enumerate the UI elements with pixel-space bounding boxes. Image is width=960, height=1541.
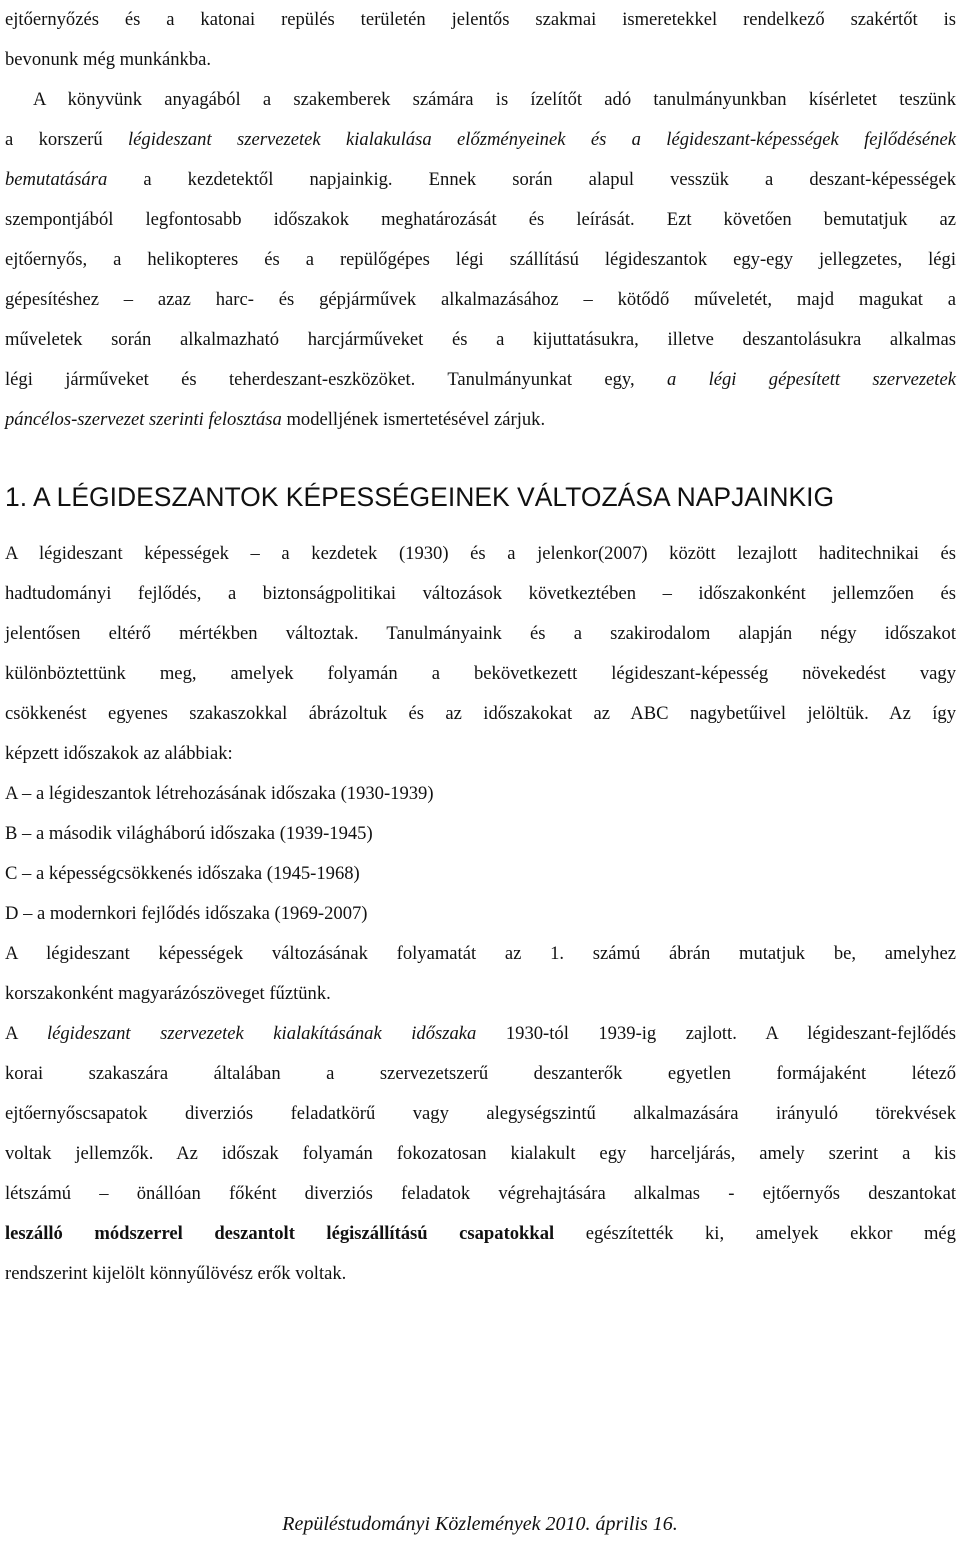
text-line: voltak jellemzők. Az időszak folyamán fokozatosan kialakult egy harceljárás, amely szerint a kis <box>5 1143 956 1164</box>
italic-phrase: légideszant szervezetek kialakításának időszaka <box>46 1023 477 1044</box>
text-line <box>5 120 956 160</box>
period-item-d: D – a modernkori fejlődés időszaka (1969-2007) <box>5 903 368 924</box>
text-run: a korszerű <box>5 129 128 150</box>
text-run: egészítették ki, amelyek ekkor még <box>554 1223 956 1244</box>
bold-phrase: leszálló módszerrel deszantolt légiszállítású csapatokkal <box>5 1223 555 1244</box>
section-heading: 1. A LÉGIDESZANTOK KÉPESSÉGEINEK VÁLTOZÁSA NAPJAINKIG <box>5 482 835 512</box>
period-item-c: C – a képességcsökkenés időszaka (1945-1968) <box>5 863 360 884</box>
section-paragraph-3 <box>5 1014 956 1294</box>
text-line: bevonunk még munkánkba. <box>5 49 212 70</box>
text-run: 1930-tól 1939-ig zajlott. A légideszant-fejlődés <box>476 1023 956 1044</box>
text-line: csökkenést egyenes szakaszokkal ábrázoltuk és az időszakokat az ABC nagybetűivel jelöltük. Az így <box>5 703 956 724</box>
text-line: jelentősen eltérő mértékben változtak. Tanulmányaink és a szakirodalom alapján négy időszakot <box>5 623 956 644</box>
text-line: A légideszant képességek – a kezdetek (1930) és a jelenkor(2007) között lezajlott haditechnikai és <box>5 543 956 564</box>
text-line: rendszerint kijelölt könnyűlövész erők voltak. <box>5 1263 347 1284</box>
text-line: korszakonként magyarázószöveget fűztünk. <box>5 983 331 1004</box>
text-line: hadtudományi fejlődés, a biztonságpolitikai változások következtében – időszakonként jellemzően és <box>5 583 956 604</box>
text-line <box>5 160 956 200</box>
text-line <box>5 1214 956 1254</box>
italic-phrase: páncélos-szervezet szerinti felosztása <box>5 409 282 430</box>
text-run: a kezdetektől napjainkig. Ennek során alapul vesszük a deszant-képességek <box>107 169 956 190</box>
text-line: létszámú – önállóan főként diverziós feladatok végrehajtására alkalmas - ejtőernyős deszantokat <box>5 1183 956 1204</box>
period-list <box>5 774 956 934</box>
text-line: képzett időszakok az alábbiak: <box>5 743 233 764</box>
italic-phrase: a légi gépesített szervezetek <box>666 369 956 390</box>
intro-paragraph-2 <box>5 80 956 440</box>
italic-phrase: légideszant szervezetek kialakulása előzményeinek és a légideszant-képességek fejlődésének <box>127 129 956 150</box>
text-line: A légideszant képességek változásának folyamatát az 1. számú ábrán mutatjuk be, amelyhez <box>5 943 956 964</box>
text-line <box>5 400 956 440</box>
text-run: modelljének ismertetésével zárjuk. <box>281 409 546 430</box>
page-footer: Repüléstudományi Közlemények 2010. április 16. <box>282 1513 678 1535</box>
text-line: különböztettünk meg, amelyek folyamán a bekövetkezett légideszant-képesség növekedést vagy <box>5 663 956 684</box>
italic-phrase: bemutatására <box>5 169 108 190</box>
text-run: légi járműveket és teherdeszant-eszközöket. Tanulmányunkat egy, <box>5 369 667 390</box>
text-line: ejtőernyőzés és a katonai repülés területén jelentős szakmai ismeretekkel rendelkező szakértőt is <box>5 9 956 30</box>
text-line: gépesítéshez – azaz harc- és gépjárművek alkalmazásához – kötődő műveletét, majd magukat a <box>5 289 956 310</box>
text-line: ejtőernyős, a helikopteres és a repülőgépes légi szállítású légideszantok egy-egy jellegzetes, légi <box>5 249 956 270</box>
intro-paragraph-1 <box>5 0 956 80</box>
section-paragraph-1 <box>5 534 956 774</box>
period-item-b: B – a második világháború időszaka (1939-1945) <box>5 823 373 844</box>
text-line: ejtőernyőscsapatok diverziós feladatkörű vagy alegységszintű alkalmazására irányuló törekvések <box>5 1103 956 1124</box>
text-line: műveletek során alkalmazható harcjárműveket és a kijuttatásukra, illetve deszantolásukra alkalmas <box>5 329 956 350</box>
section-paragraph-2 <box>5 934 956 1014</box>
text-line: korai szakaszára általában a szervezetszerű deszanterők egyetlen formájaként létező <box>5 1063 956 1084</box>
text-line <box>5 1014 956 1054</box>
text-line <box>5 360 956 400</box>
text-line: szempontjából legfontosabb időszakok meghatározását és leírását. Ezt követően bemutatjuk az <box>5 209 956 230</box>
text-run: A <box>5 1023 47 1044</box>
text-line: A könyvünk anyagából a szakemberek számára is ízelítőt adó tanulmányunkban kísérletet teszünk <box>33 89 956 110</box>
period-item-a: A – a légideszantok létrehozásának időszaka (1930-1939) <box>5 783 434 804</box>
